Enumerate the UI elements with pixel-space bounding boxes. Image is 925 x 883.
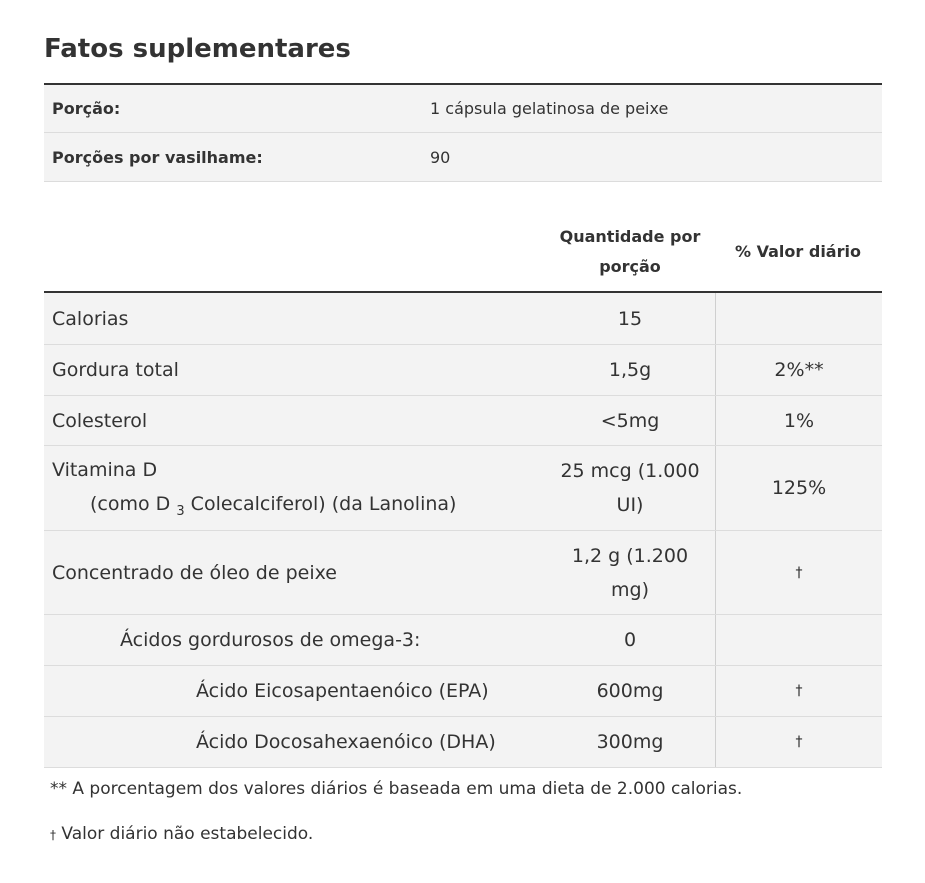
nutrient-source-note: (como D $_3$ Colecalciferol) (da Lanolina) (90, 492, 457, 519)
nutrient-amount: 1,5g (608, 359, 652, 381)
page-title: Fatos suplementares (44, 34, 351, 64)
nutrient-row-cholesterol (44, 396, 882, 446)
nutrient-daily-value: † (715, 531, 882, 614)
footnote-text: A porcentagem dos valores diários é baseada em uma dieta de 2.000 calorias. (67, 779, 743, 799)
nutrient-daily-value (715, 615, 882, 665)
nutrient-name: Ácido Eicosapentaenóico (EPA) (196, 680, 489, 702)
nutrient-row-dha (44, 717, 882, 768)
subscript-3: 3 (176, 503, 185, 519)
daily-value-header: % Valor diário (735, 242, 861, 261)
nutrient-row-omega-3 (44, 615, 882, 666)
nutrient-amount: <5mg (600, 409, 660, 432)
footnote-daily-value (50, 779, 742, 799)
nutrient-amount: 1,2 g (1.200 mg) (571, 544, 689, 601)
nutrient-row-epa (44, 666, 882, 717)
footnote-dagger (50, 824, 313, 844)
amount-per-serving-header: Quantidade por porção (559, 227, 701, 276)
footnote-mark: ** (50, 779, 67, 799)
nutrient-row-vitamin-d (44, 446, 882, 531)
nutrient-name: Ácido Docosahexaenóico (DHA) (196, 731, 496, 753)
serving-size-row (44, 85, 882, 133)
servings-per-container-label: Porções por vasilhame: (52, 147, 263, 167)
nutrient-daily-value (715, 293, 882, 344)
dagger-mark: † (50, 828, 56, 842)
nutrient-name: Calorias (52, 307, 129, 330)
nutrient-row-fish-oil (44, 531, 882, 615)
nutrient-daily-value: † (715, 717, 882, 767)
nutrient-daily-value: 2%** (715, 345, 882, 395)
nutrient-amount: 600mg (596, 680, 664, 702)
nutrient-daily-value: † (715, 666, 882, 716)
serving-size-value: 1 cápsula gelatinosa de peixe (430, 99, 669, 118)
nutrient-name: Gordura total (52, 359, 179, 381)
servings-per-container-row (44, 133, 882, 182)
nutrient-name: Ácidos gordurosos de omega-3: (120, 629, 421, 651)
nutrient-amount: 25 mcg (1.000 UI) (560, 460, 700, 516)
serving-size-label: Porção: (52, 99, 121, 118)
nutrient-name: Concentrado de óleo de peixe (52, 561, 337, 584)
nutrient-name-block (52, 446, 456, 530)
nutrient-amount: 300mg (596, 731, 664, 753)
nutrient-daily-value: 125% (715, 446, 882, 530)
nutrient-row-total-fat (44, 345, 882, 396)
nutrient-daily-value: 1% (715, 396, 882, 445)
nutrient-name: Colesterol (52, 409, 148, 432)
servings-per-container-value: 90 (430, 147, 451, 167)
nutrient-row-calories (44, 293, 882, 345)
footnote-text: Valor diário não estabelecido. (56, 824, 314, 844)
nutrient-amount: 0 (623, 629, 637, 651)
nutrient-name: Vitamina D (52, 458, 158, 481)
nutrient-amount: 15 (617, 307, 643, 330)
